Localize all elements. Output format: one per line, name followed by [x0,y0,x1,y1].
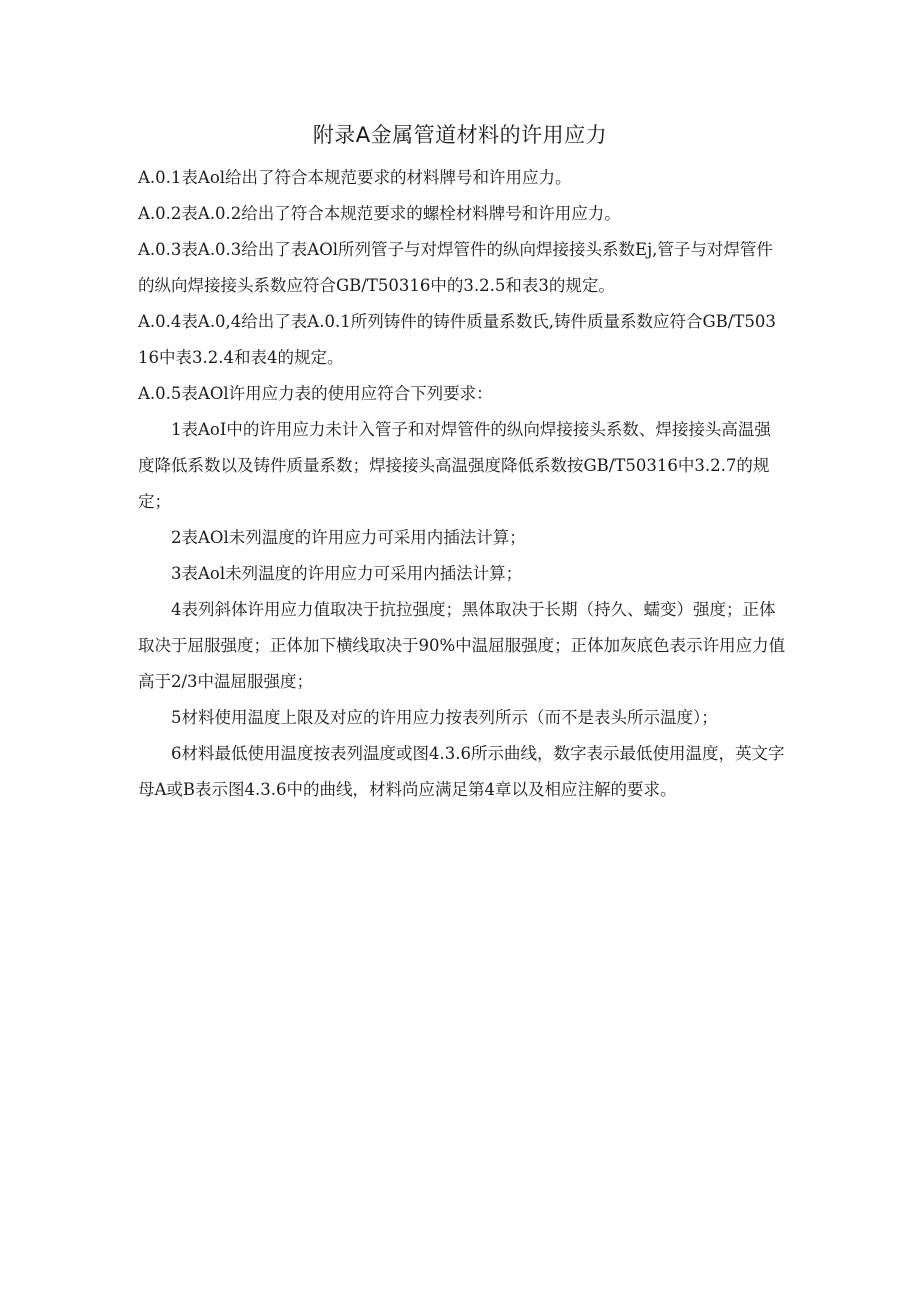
document-title: 附录A金属管道材料的许用应力 [312,123,608,147]
list-item-1: 1表AoI中的许用应力未计入管子和对焊管件的纵向焊接接头系数、焊接接头高温强度降低系数以及铸件质量系数；焊接接头高温强度降低系数按GB/T50316中3.2.7的规定； [138,420,771,511]
list-item-3: 3表Aol未列温度的许用应力可采用内插法计算； [171,564,523,583]
list-item-2: 2表AOl未列温度的许用应力可采用内插法计算； [171,528,526,547]
list-item-4: 4表列斜体许用应力值取决于抗拉强度；黑体取决于长期（持久、蠕变）强度；正体取决于屈服强度；正体加下横线取决于90%中温屈服强度；正体加灰底色表示许用应力值高于2/3中温屈服强度； [138,600,786,691]
list-item-6: 6材料最低使用温度按表列温度或图4.3.6所示曲线，数字表示最低使用温度，英文字母A或B表示图4.3.6中的曲线，材料尚应满足第4章以及相应注解的要求。 [138,744,785,799]
paragraph-a04: A.0.4表A.0,4给出了表A.0.1所列铸件的铸件质量系数氏,铸件质量系数应符合GB/T50316中表3.2.4和表4的规定。 [138,312,776,367]
paragraph-a02: A.0.2表A.0.2给出了符合本规范要求的螺栓材料牌号和许用应力。 [138,204,621,223]
paragraph-a01: A.0.1表Aol给出了符合本规范要求的材料牌号和许用应力。 [138,168,572,187]
paragraph-a05: A.0.5表AOl许用应力表的使用应符合下列要求： [138,384,493,403]
paragraph-a03: A.0.3表A.0.3给出了表AOl所列管子与对焊管件的纵向焊接接头系数Ej,管子与对焊管件的纵向焊接接头系数应符合GB/T50316中的3.2.5和表3的规定。 [138,240,773,295]
list-item-5: 5材料使用温度上限及对应的许用应力按表列所示（而不是表头所示温度）； [171,708,718,727]
document-body [138,160,786,808]
